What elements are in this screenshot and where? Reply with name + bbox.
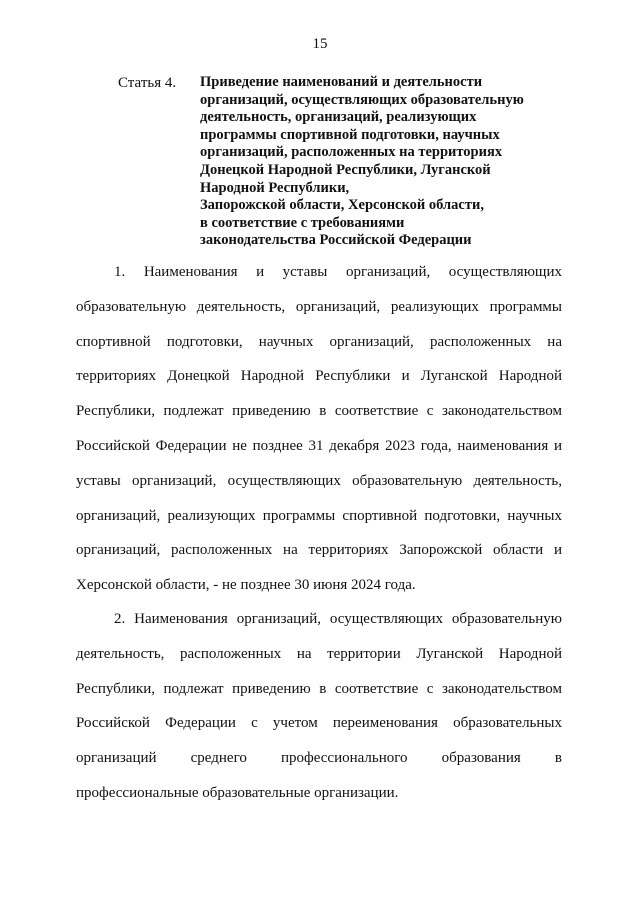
page-number: 15 — [312, 36, 328, 52]
article-title-line: в соответствие с требованиями — [200, 214, 405, 231]
article-label: Статья 4. — [118, 75, 177, 91]
article-title — [200, 74, 524, 250]
article-title-line: организаций, расположенных на территориях — [200, 144, 503, 161]
paragraph-line: образовательную деятельность, организаций, реализующих программы — [76, 298, 562, 315]
article-title-line: организаций, осуществляющих образовательную — [200, 91, 524, 108]
paragraph-line: Республики, подлежат приведению в соответствие с законодательством — [76, 403, 562, 420]
paragraph-line: профессиональные образовательные организации. — [76, 785, 399, 801]
paragraph-line: уставы организаций, осуществляющих образовательную деятельность, — [76, 472, 562, 489]
paragraph-line: 2. Наименования организаций, осуществляющих образовательную — [114, 611, 562, 627]
article-title-line: Донецкой Народной Республики, Луганской — [200, 161, 491, 178]
paragraph-line: организаций, расположенных на территориях Запорожской области и — [76, 542, 562, 559]
article-title-line: Приведение наименований и деятельности — [200, 74, 483, 90]
article-title-line: деятельность, организаций, реализующих — [200, 109, 477, 126]
article-title-line: Народной Республики, — [200, 179, 350, 196]
paragraph-line: Херсонской области, - не позднее 30 июня 2024 года. — [76, 577, 416, 594]
paragraph-line: Российской Федерации не позднее 31 декабря 2023 года, наименования и — [76, 438, 562, 454]
paragraph-line: организаций среднего профессионального образования в — [76, 750, 562, 767]
paragraph-line: деятельность, расположенных на территории Луганской Народной — [76, 645, 562, 662]
article-title-line: Запорожской области, Херсонской области, — [200, 197, 484, 214]
paragraph-line: спортивной подготовки, научных организаций, расположенных на — [76, 333, 562, 350]
paragraph-line: 1. Наименования и уставы организаций, осуществляющих — [114, 264, 562, 280]
paragraph-line: организаций, реализующих программы спортивной подготовки, научных — [76, 507, 562, 524]
article-title-line: программы спортивной подготовки, научных — [200, 126, 500, 143]
article-heading — [118, 74, 578, 250]
article-title-line: законодательства Российской Федерации — [200, 232, 472, 249]
paragraph-line: территориях Донецкой Народной Республики и Луганской Народной — [76, 368, 562, 385]
paragraph-line: Российской Федерации с учетом переименования образовательных — [76, 715, 562, 732]
paragraph-line: Республики, подлежат приведению в соответствие с законодательством — [76, 680, 562, 697]
